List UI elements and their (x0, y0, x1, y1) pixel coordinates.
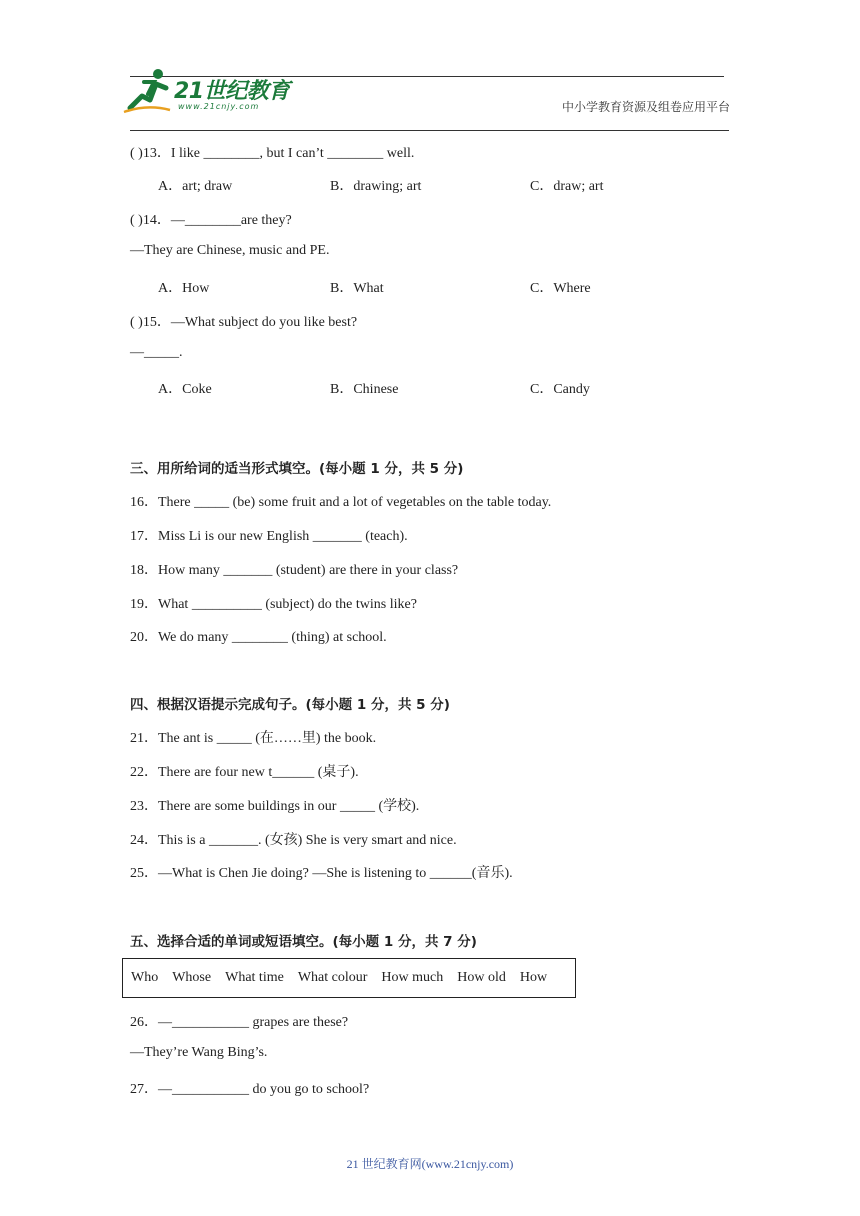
word-bank (122, 958, 576, 998)
page-footer: 21 世纪教育网(www.21cnjy.com) (346, 1157, 514, 1171)
q14-reply: —They are Chinese, music and PE. (130, 243, 330, 258)
logo (122, 66, 302, 116)
question-24: 24．This is a _______. (女孩) She is very smart and nice. (130, 833, 457, 848)
question-27: 27．—___________ do you go to school? (130, 1082, 370, 1097)
q14-option-c: C．Where (530, 281, 591, 296)
header-platform-name: 中小学教育资源及组卷应用平台 (561, 100, 730, 114)
question-19: 19．What __________ (subject) do the twins like? (130, 597, 417, 612)
q14-option-a: A．How (158, 281, 210, 296)
question-23: 23．There are some buildings in our _____ (学校). (130, 799, 420, 814)
q15-option-b: B．Chinese (330, 382, 399, 397)
logo-text: 21世纪教育 (174, 79, 290, 104)
q15-option-a: A．Coke (158, 382, 212, 397)
header-bottom-rule (130, 130, 729, 131)
q15-option-c: C．Candy (530, 382, 590, 397)
question-18: 18．How many _______ (student) are there in your class? (130, 563, 459, 578)
section-4-title: 四、根据汉语提示完成句子。(每小题 1 分，共 5 分) (130, 697, 450, 713)
section-3-title: 三、用所给词的适当形式填空。(每小题 1 分，共 5 分) (130, 461, 464, 477)
runner-icon (122, 68, 172, 114)
logo-url: www.21cnjy.com (178, 102, 260, 111)
question-14: ( )14．—________are they? (130, 213, 292, 228)
question-16: 16．There _____ (be) some fruit and a lot of vegetables on the table today. (130, 495, 552, 510)
word-bank-item: What colour (297, 970, 368, 985)
question-21: 21．The ant is _____ (在……里) the book. (130, 731, 377, 746)
question-22: 22．There are four new t______ (桌子). (130, 765, 359, 780)
word-bank-item: Whose (172, 970, 212, 985)
q26-reply: —They’re Wang Bing’s. (130, 1045, 268, 1060)
word-bank-item: What time (225, 970, 284, 985)
word-bank-item: How (519, 970, 548, 985)
question-20: 20．We do many ________ (thing) at school. (130, 630, 387, 645)
q13-option-a: A．art; draw (158, 179, 233, 194)
question-15: ( )15．—What subject do you like best? (130, 315, 358, 330)
q15-reply: —_____. (130, 345, 183, 360)
word-bank-item: How much (381, 970, 444, 985)
question-25: 25．—What is Chen Jie doing? —She is listening to ______(音乐). (130, 866, 513, 881)
question-26: 26．—___________ grapes are these? (130, 1015, 349, 1030)
section-5-title: 五、选择合适的单词或短语填空。(每小题 1 分，共 7 分) (130, 934, 477, 950)
question-17: 17．Miss Li is our new English _______ (teach). (130, 529, 408, 544)
q14-option-b: B．What (330, 281, 384, 296)
q13-option-c: C．draw; art (530, 179, 604, 194)
word-bank-item: How old (457, 970, 506, 985)
question-13: ( )13．I like ________, but I can’t ________ well. (130, 146, 415, 161)
word-bank-item: Who (131, 970, 159, 985)
q13-option-b: B．drawing; art (330, 179, 422, 194)
